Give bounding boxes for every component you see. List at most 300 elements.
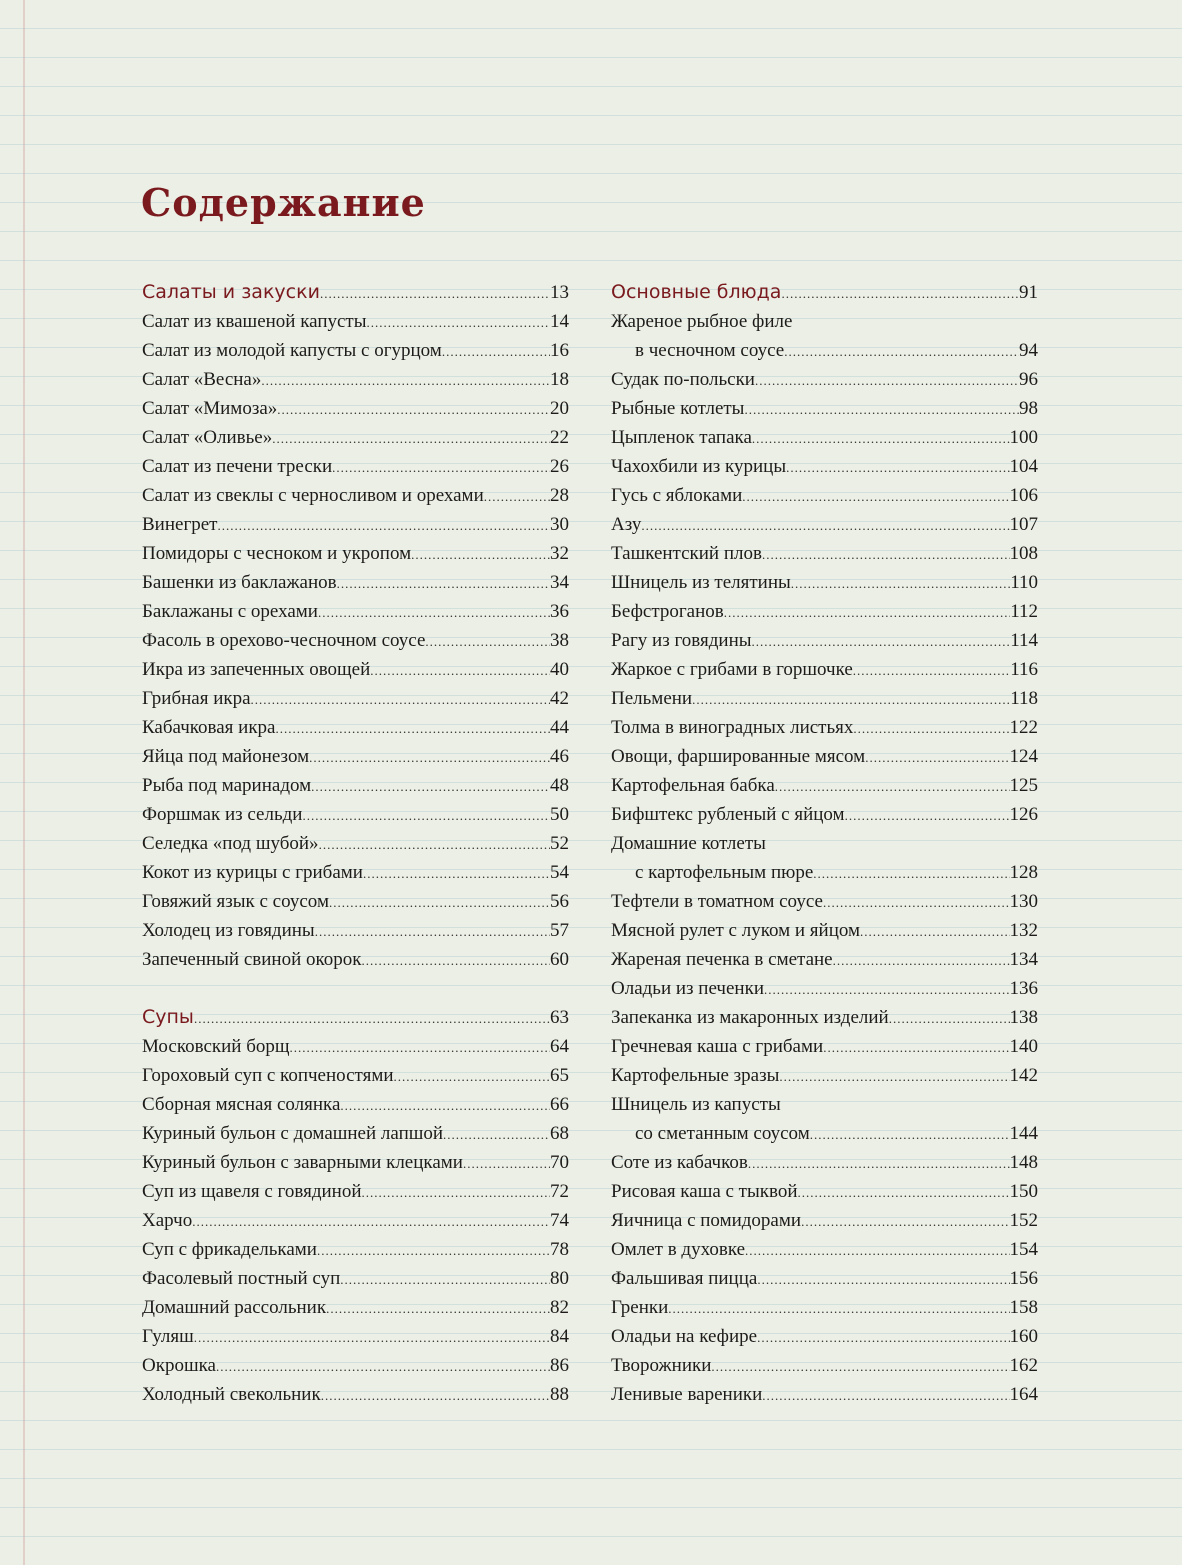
toc-entry-page: 110 [1010,572,1038,593]
toc-entry-label: Салат из квашеной капусты [142,311,367,332]
toc-entry [611,597,1038,626]
toc-entry-label: Кокот из курицы с грибами [142,862,363,883]
toc-entry-label: Салат из печени трески [142,456,333,477]
section-heading-label: Основные блюда [611,281,782,303]
dot-leader [745,1236,1009,1265]
toc-entry-label: Грибная икра [142,688,251,709]
toc-entry-page: 106 [1009,485,1038,506]
toc-entry-page: 152 [1009,1210,1038,1231]
toc-entry [142,771,569,800]
toc-entry-page: 164 [1009,1384,1038,1405]
dot-leader [757,1265,1009,1294]
toc-entry-label: Запеченный свиной окорок [142,949,362,970]
dot-leader [668,1294,1009,1323]
dot-leader [194,1323,550,1352]
dot-leader [860,917,1009,946]
dot-leader [762,540,1010,569]
toc-entry-label: Омлет в духовке [611,1239,746,1260]
toc-entry-page: 74 [550,1210,569,1231]
dot-leader [443,1120,550,1149]
dot-leader [801,1207,1009,1236]
toc-column-left [142,278,569,1409]
section-heading [142,1003,569,1032]
toc-entry-page: 136 [1009,978,1038,999]
toc-entry [142,1061,569,1090]
toc-entry-page: 130 [1009,891,1038,912]
toc-entry [142,597,569,626]
dot-leader [724,598,1010,627]
dot-leader [192,1207,550,1236]
dot-leader [810,1120,1010,1149]
toc-entry-page: 56 [550,891,569,912]
toc-entry [142,858,569,887]
toc-entry [611,713,1038,742]
toc-entry-page: 16 [550,340,569,361]
dot-leader [853,714,1009,743]
toc-entry-label: Куриный бульон с заварными клецками [142,1152,463,1173]
dot-leader [786,453,1009,482]
dot-leader [641,511,1009,540]
toc-entry [611,336,1038,365]
toc-entry-page: 80 [550,1268,569,1289]
toc-entry [142,568,569,597]
toc-entry [142,1264,569,1293]
dot-leader [748,1149,1010,1178]
toc-entry [142,336,569,365]
section-heading [611,278,1038,307]
dot-leader [394,1062,550,1091]
toc-entry-label: Салат «Мимоза» [142,398,278,419]
toc-entry [142,742,569,771]
dot-leader [319,830,550,859]
toc-entry-label: Помидоры с чесноком и укропом [142,543,412,564]
toc-entry-label: Гуляш [142,1326,194,1347]
toc-entry-label: Рыба под маринадом [142,775,312,796]
toc-entry [142,1380,569,1409]
section-heading-label: Салаты и закуски [142,281,320,303]
dot-leader [194,1004,550,1033]
toc-entry-label: Судак по-польски [611,369,755,390]
dot-leader [484,482,550,511]
toc-entry [611,1148,1038,1177]
toc-entry [142,539,569,568]
dot-leader [823,1033,1009,1062]
toc-entry-label: со сметанным соусом [635,1123,810,1144]
dot-leader [833,946,1010,975]
toc-entry-label: Фальшивая пицца [611,1268,758,1289]
toc-entry [142,916,569,945]
dot-leader [411,540,550,569]
toc-entry-label: Харчо [142,1210,193,1231]
toc-entry-page: 160 [1009,1326,1038,1347]
toc-entry-page: 54 [550,862,569,883]
toc-entry [142,626,569,655]
toc-entry-page: 125 [1009,775,1038,796]
toc-entry [142,800,569,829]
toc-entry-page: 65 [550,1065,569,1086]
toc-entry-page: 138 [1009,1007,1038,1028]
toc-entry-label: Холодец из говядины [142,920,315,941]
toc-entry [611,539,1038,568]
dot-leader [813,859,1009,888]
toc-entry-label: Ленивые вареники [611,1384,763,1405]
dot-leader [425,627,550,656]
toc-entry [611,858,1038,887]
toc-entry-page: 156 [1009,1268,1038,1289]
toc-entry-label: Икра из запеченных овощей [142,659,371,680]
dot-leader [332,453,550,482]
toc-entry-label: Гусь с яблоками [611,485,743,506]
toc-entry [611,1264,1038,1293]
dot-leader [752,627,1011,656]
dot-leader [321,1381,550,1410]
toc-entry-label: Суп с фрикадельками [142,1239,317,1260]
toc-entry-label: Холодный свекольник [142,1384,321,1405]
dot-leader [290,1033,550,1062]
toc-entry-page: 140 [1009,1036,1038,1057]
dot-leader [889,1004,1010,1033]
dot-leader [272,424,550,453]
toc-entry-label: Баклажаны с орехами [142,601,318,622]
dot-leader [865,743,1009,772]
section-heading-page: 63 [550,1007,569,1028]
dot-leader [362,1178,550,1207]
toc-entry-label: Рыбные котлеты [611,398,745,419]
toc-entry-label: Сборная мясная солянка [142,1094,341,1115]
dot-leader [217,511,550,540]
section-gap [142,974,569,1003]
toc-entry-page: 154 [1009,1239,1038,1260]
toc-entry-label: в чесночном соусе [635,340,785,361]
toc-entry-label: Рисовая каша с тыквой [611,1181,798,1202]
toc-entry-page: 64 [550,1036,569,1057]
toc-entry-label: Жаркое с грибами в горшочке [611,659,853,680]
toc-entry [142,1032,569,1061]
toc-entry-label: Салат «Весна» [142,369,262,390]
dot-leader [216,1352,550,1381]
section-heading-page: 13 [550,282,569,303]
toc-entry [142,1119,569,1148]
section-heading-label: Супы [142,1006,194,1028]
toc-entry [611,452,1038,481]
section-heading [142,278,569,307]
dot-leader [363,859,550,888]
dot-leader [757,1323,1009,1352]
toc-entry [142,1206,569,1235]
toc-entry-label: Башенки из баклажанов [142,572,337,593]
dot-leader [781,279,1019,308]
toc-entry-label: Кабачковая икра [142,717,276,738]
toc-entry-label: Чахохбили из курицы [611,456,787,477]
toc-entry-label: Запеканка из макаронных изделий [611,1007,889,1028]
toc-entry [611,1322,1038,1351]
toc-entry-label: Винегрет [142,514,218,535]
dot-leader [317,1236,550,1265]
toc-entry-label: Тефтели в томатном соусе [611,891,823,912]
toc-entry-page: 142 [1009,1065,1038,1086]
section-heading-page: 91 [1019,282,1038,303]
toc-entry [142,394,569,423]
dot-leader [823,888,1010,917]
toc-entry-page: 44 [550,717,569,738]
dot-leader [340,1091,550,1120]
toc-entry-page: 38 [550,630,569,651]
toc-entry-label: Яичница с помидорами [611,1210,802,1231]
dot-leader [692,685,1010,714]
toc-entry-label: Форшмак из сельди [142,804,303,825]
toc-entry-page: 36 [550,601,569,622]
toc-entry [142,452,569,481]
toc-entry-label: Оладьи из печенки [611,978,764,999]
toc-entry-page: 26 [550,456,569,477]
toc-entry [611,1351,1038,1380]
toc-entry-page: 108 [1009,543,1038,564]
toc-entry [142,713,569,742]
toc-entry [142,307,569,336]
toc-entry-page: 144 [1009,1123,1038,1144]
toc-entry-page: 18 [550,369,569,390]
toc-entry-page: 40 [550,659,569,680]
toc-entry-label: Картофельная бабка [611,775,775,796]
dot-leader [744,395,1019,424]
dot-leader [318,598,550,627]
dot-leader [762,1381,1009,1410]
toc-entry-label: Овощи, фаршированные мясом [611,746,866,767]
toc-entry-page: 126 [1009,804,1038,825]
toc-entry [611,887,1038,916]
dot-leader [442,337,550,366]
toc-entry [142,887,569,916]
toc-entry-page: 72 [550,1181,569,1202]
dot-leader [320,279,550,308]
toc-entry-page: 88 [550,1384,569,1405]
toc-entry [611,974,1038,1003]
toc-entry-label: Азу [611,514,642,535]
toc-entry-page: 32 [550,543,569,564]
toc-entry [142,1090,569,1119]
toc-entry [611,1380,1038,1409]
toc-entry-page: 46 [550,746,569,767]
toc-entry-page: 122 [1009,717,1038,738]
toc-entry [611,1061,1038,1090]
dot-leader [711,1352,1009,1381]
dot-leader [276,714,551,743]
toc-entry-label: Московский борщ [142,1036,290,1057]
toc-entry-page: 52 [550,833,569,854]
toc-entry [611,394,1038,423]
toc-entry-page: 98 [1019,398,1038,419]
toc-entry [142,1293,569,1322]
dot-leader [315,917,550,946]
toc-entry [611,1206,1038,1235]
dot-leader [853,656,1010,685]
dot-leader [784,337,1019,366]
toc-entry-page: 148 [1009,1152,1038,1173]
toc-entry-page: 50 [550,804,569,825]
toc-entry-label: Фасолевый постный суп [142,1268,341,1289]
toc-entry-page: 34 [550,572,569,593]
page-title: Содержание [141,180,426,225]
toc-entry-label: Куриный бульон с домашней лапшой [142,1123,444,1144]
toc-entry-label: Ташкентский плов [611,543,762,564]
toc-entry-page: 107 [1009,514,1038,535]
toc-entry-page: 28 [550,485,569,506]
toc-entry-label: Бифштекс рубленый с яйцом [611,804,845,825]
toc-entry-page: 22 [550,427,569,448]
toc-entry-page: 30 [550,514,569,535]
toc-entry-page: 124 [1009,746,1038,767]
dot-leader [370,656,550,685]
toc-entry [611,1293,1038,1322]
dot-leader [367,308,550,337]
toc-entry-page: 14 [550,311,569,332]
toc-entry-page: 70 [550,1152,569,1173]
toc-entry [142,829,569,858]
toc-entry-label: Домашний рассольник [142,1297,327,1318]
toc-entry-label: Салат из свеклы с черносливом и орехами [142,485,484,506]
dot-leader [742,482,1009,511]
toc-entry-label: Толма в виноградных листьях [611,717,854,738]
toc-entry-label: Салат «Оливье» [142,427,273,448]
toc-entry-page: 104 [1009,456,1038,477]
dot-leader [251,685,550,714]
toc-entry-label: Оладьи на кефире [611,1326,758,1347]
toc-entry-label: с картофельным пюре [635,862,814,883]
dot-leader [329,888,550,917]
toc-entry [611,916,1038,945]
toc-entry-label: Салат из молодой капусты с огурцом [142,340,442,361]
dot-leader [845,801,1010,830]
toc-entry-page: 48 [550,775,569,796]
toc-entry-label: Суп из щавеля с говядиной [142,1181,362,1202]
dot-leader [302,801,550,830]
toc-entry [611,626,1038,655]
dot-leader [277,395,550,424]
toc-entry [611,684,1038,713]
toc-entry-label: Гренки [611,1297,669,1318]
dot-leader [791,569,1010,598]
dot-leader [764,975,1010,1004]
toc-entry-page: 94 [1019,340,1038,361]
toc-entry [611,510,1038,539]
toc-entry [611,1177,1038,1206]
toc-entry-page: 100 [1009,427,1038,448]
toc-entry [611,1119,1038,1148]
toc-entry [611,1235,1038,1264]
toc-entry-page: 66 [550,1094,569,1115]
toc-entry-page: 128 [1009,862,1038,883]
dot-leader [309,743,550,772]
toc-entry [142,1322,569,1351]
toc-entry-label: Творожники [611,1355,712,1376]
toc-entry-label: Фасоль в орехово-чесночном соусе [142,630,426,651]
toc-entry [611,800,1038,829]
toc-entry-label: Соте из кабачков [611,1152,748,1173]
dot-leader [326,1294,550,1323]
dot-leader [775,772,1010,801]
dot-leader [311,772,550,801]
toc-entry [611,945,1038,974]
toc-entry-page: 132 [1009,920,1038,941]
toc-entry-page: 118 [1010,688,1038,709]
toc-entry-label-line: Шницель из капусты [611,1094,781,1115]
toc-entry [611,742,1038,771]
toc-entry-page: 112 [1010,601,1038,622]
toc-entry [611,1032,1038,1061]
toc-entry-label-line: Жареное рыбное филе [611,311,793,332]
toc-entry-page: 20 [550,398,569,419]
toc-entry-page: 116 [1010,659,1038,680]
toc-entry [142,365,569,394]
toc-entry [142,510,569,539]
toc-entry [611,771,1038,800]
toc-entry-page: 150 [1009,1181,1038,1202]
toc-entry-label: Цыпленок тапака [611,427,752,448]
toc-entry-label: Говяжий язык с соусом [142,891,329,912]
toc-entry-page: 68 [550,1123,569,1144]
toc-entry [611,568,1038,597]
toc-entry-page: 42 [550,688,569,709]
toc-entry-label: Шницель из телятины [611,572,791,593]
toc-entry-label: Пельмени [611,688,693,709]
toc-entry-label: Бефстроганов [611,601,724,622]
dot-leader [463,1149,550,1178]
toc-entry [142,655,569,684]
toc-entry [611,1003,1038,1032]
toc-entry-page: 96 [1019,369,1038,390]
toc-entry-label-line: Домашние котлеты [611,833,766,854]
toc-entry [142,481,569,510]
dot-leader [362,946,551,975]
dot-leader [752,424,1010,453]
toc-entry [142,945,569,974]
toc-entry-page: 114 [1010,630,1038,651]
toc-entry [142,1351,569,1380]
toc-entry [611,423,1038,452]
toc-entry-label: Картофельные зразы [611,1065,780,1086]
toc-entry-label: Жареная печенка в сметане [611,949,833,970]
toc-entry [611,655,1038,684]
toc-entry [611,365,1038,394]
toc-entry-page: 60 [550,949,569,970]
toc-entry-label: Гречневая каша с грибами [611,1036,824,1057]
toc-entry-page: 57 [550,920,569,941]
toc-entry [142,1235,569,1264]
toc-entry-page: 86 [550,1355,569,1376]
dot-leader [340,1265,550,1294]
toc-entry [142,1177,569,1206]
notebook-margin-line [23,0,25,1565]
toc-entry-page: 134 [1009,949,1038,970]
toc-entry-page: 78 [550,1239,569,1260]
toc-entry-label: Рагу из говядины [611,630,752,651]
dot-leader [779,1062,1009,1091]
toc-entry-label: Гороховый суп с копченостями [142,1065,394,1086]
toc-entry-label: Окрошка [142,1355,216,1376]
toc-entry-page: 84 [550,1326,569,1347]
toc-entry-page: 82 [550,1297,569,1318]
toc-column-right [611,278,1038,1409]
toc-entry-label: Селедка «под шубой» [142,833,319,854]
toc-entry-label: Яйца под майонезом [142,746,310,767]
toc-entry [142,423,569,452]
dot-leader [261,366,550,395]
toc-entry-label: Мясной рулет с луком и яйцом [611,920,861,941]
dot-leader [798,1178,1010,1207]
toc-entry [611,481,1038,510]
dot-leader [337,569,550,598]
toc-entry [142,1148,569,1177]
